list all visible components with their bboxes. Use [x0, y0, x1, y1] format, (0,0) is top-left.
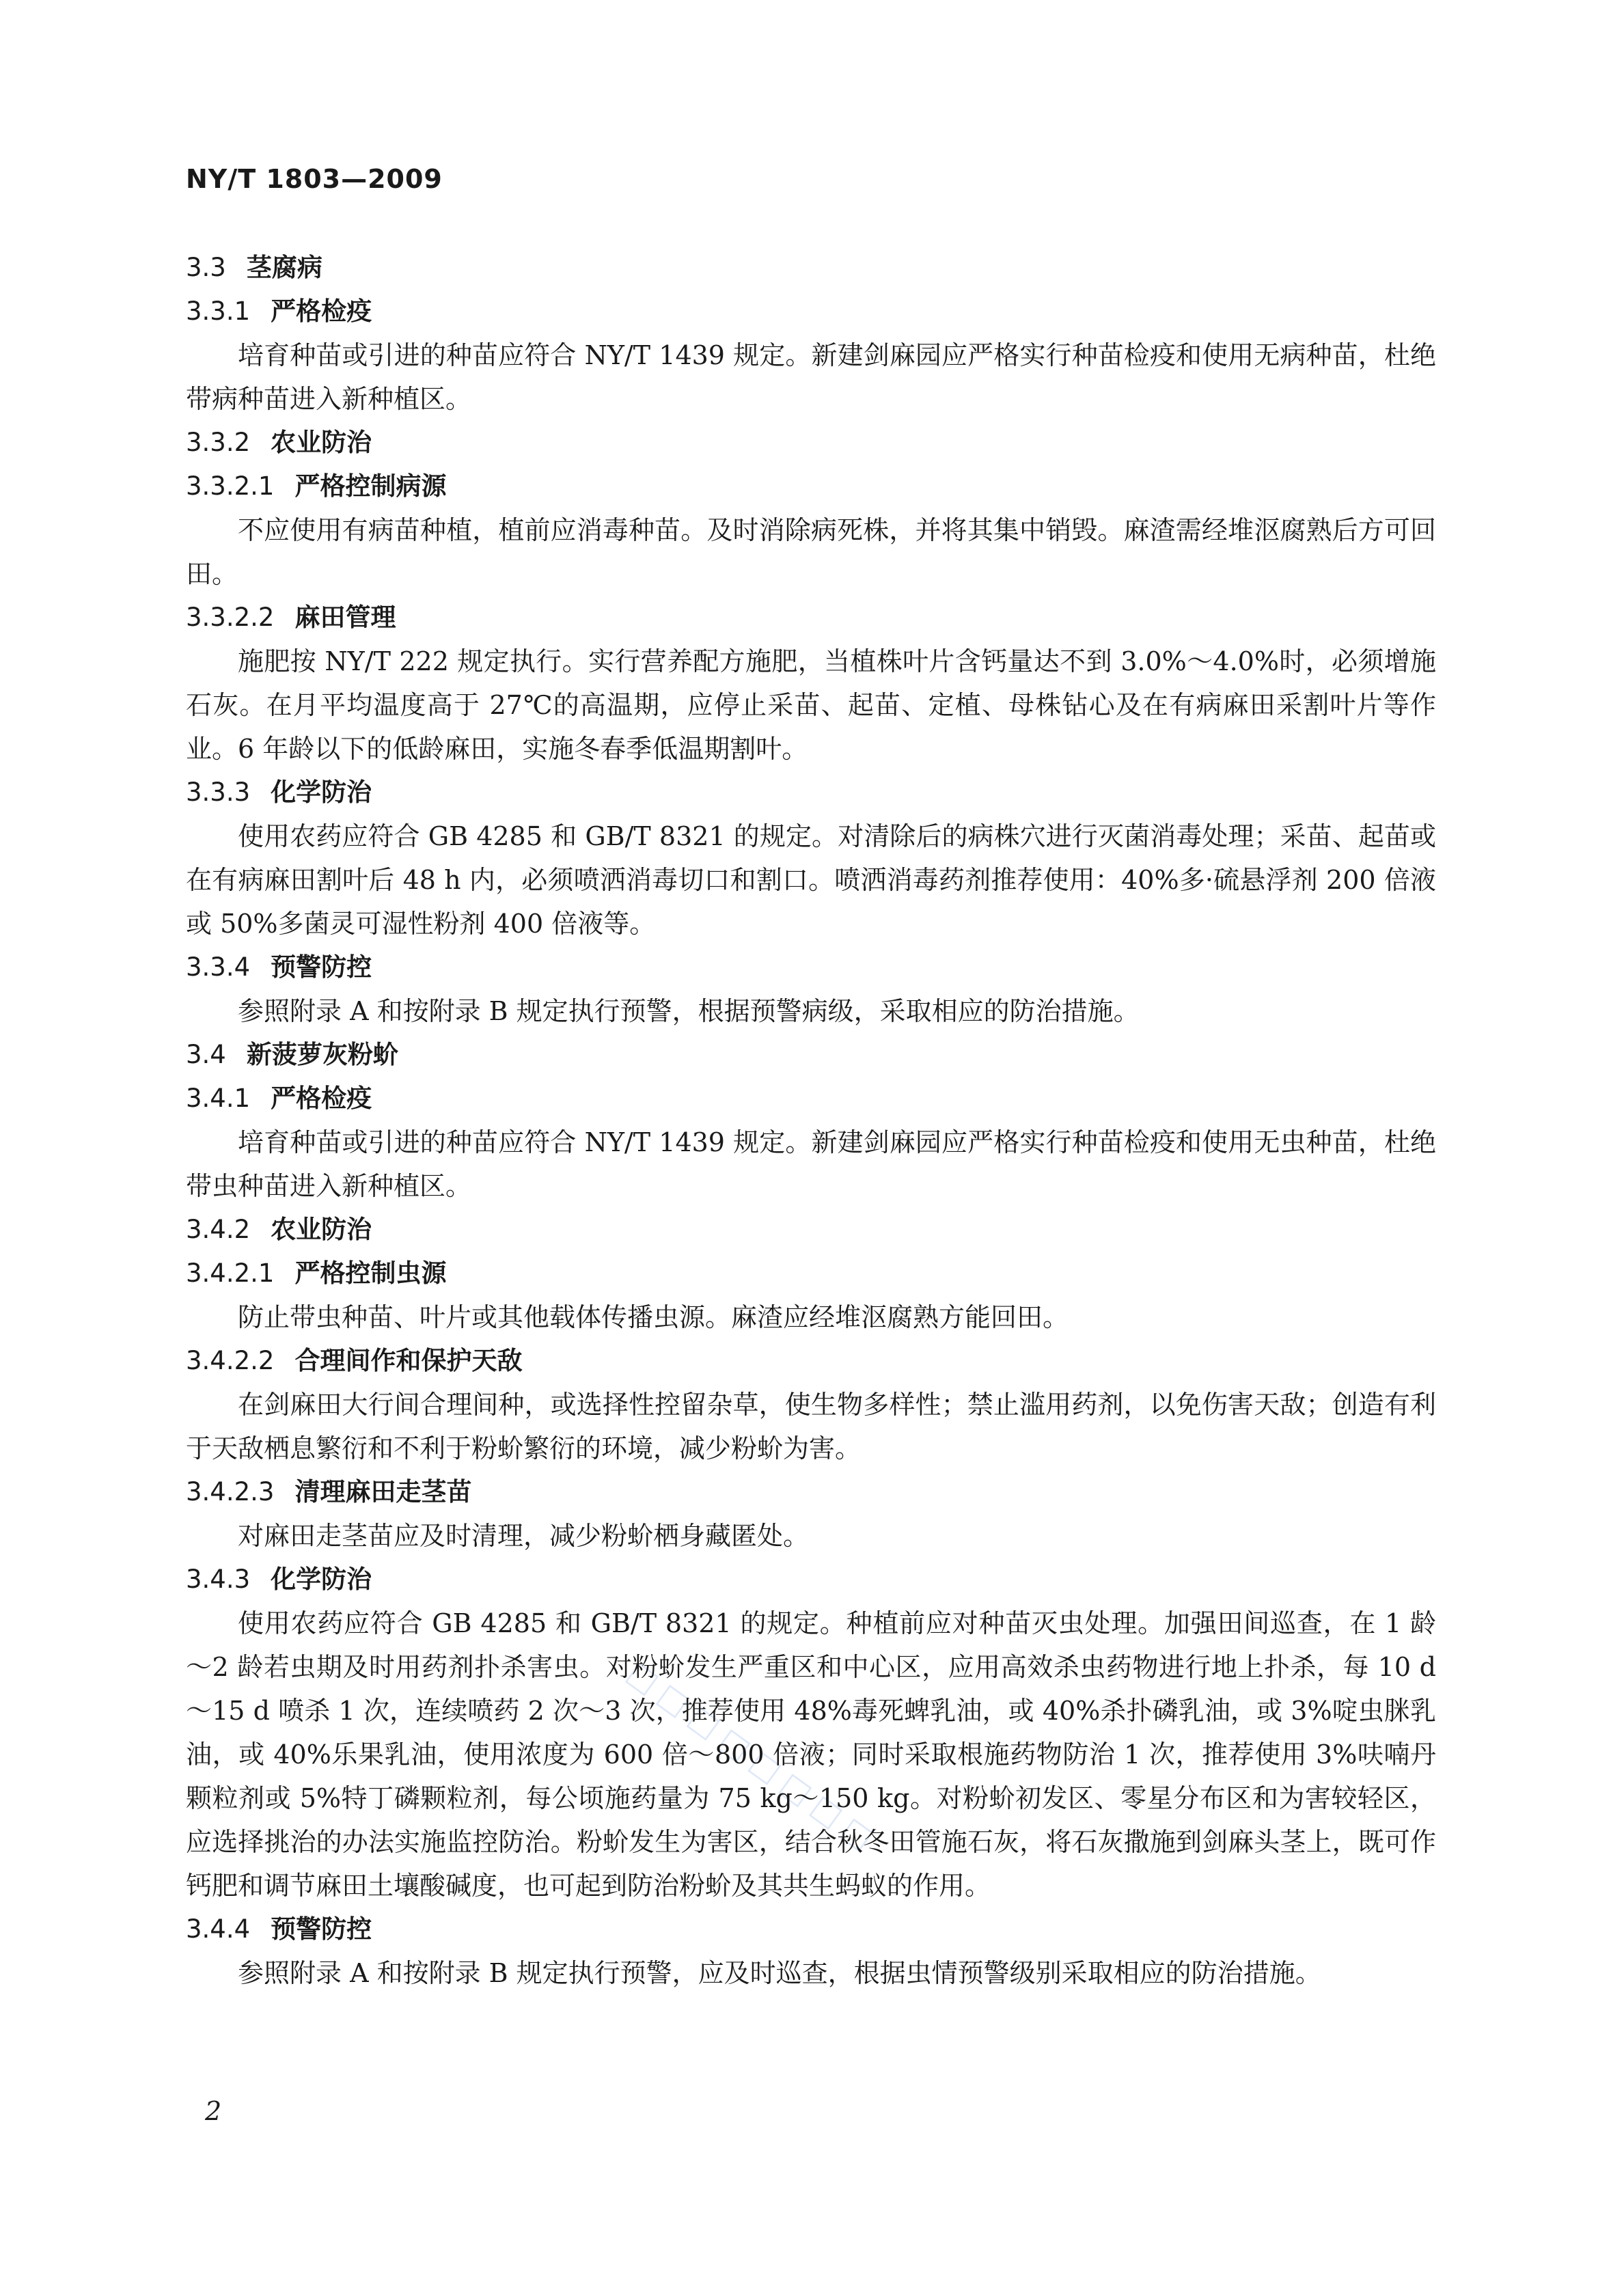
section-title: 严格检疫	[271, 1084, 372, 1113]
section-heading	[186, 290, 1436, 333]
section-heading	[186, 1252, 1436, 1295]
section-title: 化学防治	[271, 777, 372, 807]
section-number: 3.3.2.1	[186, 471, 275, 501]
section-number: 3.4	[186, 1040, 226, 1069]
section-heading	[186, 1208, 1436, 1252]
section-number: 3.3.2	[186, 428, 251, 457]
section-number: 3.4.3	[186, 1565, 251, 1594]
section-number: 3.4.1	[186, 1084, 251, 1113]
section-number: 3.3.3	[186, 777, 251, 807]
paragraph: 培育种苗或引进的种苗应符合 NY/T 1439 规定。新建剑麻园应严格实行种苗检疫和使用无虫种苗，杜绝带虫种苗进入新种植区。	[186, 1127, 1436, 1201]
section-title: 严格控制虫源	[294, 1258, 447, 1288]
section-number: 3.4.4	[186, 1914, 251, 1944]
section-number: 3.3.4	[186, 952, 251, 982]
section-title: 预警防控	[271, 1914, 372, 1944]
standard-code-header: NY/T 1803—2009	[186, 164, 443, 194]
section-number: 3.4.2.2	[186, 1346, 275, 1375]
paragraph: 施肥按 NY/T 222 规定执行。实行营养配方施肥，当植株叶片含钙量达不到 3.0%～4.0%时，必须增施石灰。在月平均温度高于 27℃的高温期，应停止采苗、起苗、定植、母株钻心及在有病麻田采割叶片等作业。6 年龄以下的低龄麻田，实施冬春季低温期割叶。	[186, 646, 1436, 764]
document-body	[186, 246, 1436, 1995]
section-title: 茎腐病	[246, 253, 322, 282]
section-heading	[186, 1470, 1436, 1514]
section-heading	[186, 246, 1436, 290]
section-heading	[186, 421, 1436, 465]
section-number: 3.3	[186, 253, 226, 282]
section-number: 3.3.1	[186, 297, 251, 326]
section-title: 严格控制病源	[294, 471, 447, 501]
page-number: 2	[205, 2096, 222, 2126]
section-number: 3.4.2.3	[186, 1477, 275, 1506]
watermark: □□□□□□□□	[620, 1653, 887, 1862]
paragraph: 在剑麻田大行间合理间种，或选择性控留杂草，使生物多样性；禁止滥用药剂，以免伤害天敌；创造有利于天敌栖息繁衍和不利于粉蚧繁衍的环境，减少粉蚧为害。	[186, 1390, 1436, 1463]
paragraph: 参照附录 A 和按附录 B 规定执行预警，根据预警病级，采取相应的防治措施。	[238, 996, 1140, 1026]
section-title: 预警防控	[271, 952, 372, 982]
section-number: 3.3.2.2	[186, 603, 275, 632]
section-heading	[186, 596, 1436, 639]
section-heading	[186, 1908, 1436, 1951]
section-heading	[186, 1558, 1436, 1601]
section-title: 清理麻田走茎苗	[294, 1477, 472, 1506]
paragraph: 使用农药应符合 GB 4285 和 GB/T 8321 的规定。对清除后的病株穴进行灭菌消毒处理；采苗、起苗或在有病麻田割叶后 48 h 内，必须喷洒消毒切口和割口。喷洒消毒药剂推荐使用：40%多·硫悬浮剂 200 倍液或 50%多菌灵可湿性粉剂 400 倍液等。	[186, 821, 1436, 939]
section-title: 农业防治	[271, 428, 372, 457]
section-title: 化学防治	[271, 1565, 372, 1594]
section-heading	[186, 1033, 1436, 1077]
paragraph: 不应使用有病苗种植，植前应消毒种苗。及时消除病死株，并将其集中销毁。麻渣需经堆沤腐熟后方可回田。	[186, 515, 1436, 589]
section-title: 严格检疫	[271, 297, 372, 326]
paragraph: 参照附录 A 和按附录 B 规定执行预警，应及时巡查，根据虫情预警级别采取相应的防治措施。	[238, 1958, 1321, 1988]
section-number: 3.4.2	[186, 1215, 251, 1244]
section-heading	[186, 465, 1436, 508]
section-title: 农业防治	[271, 1215, 372, 1244]
section-number: 3.4.2.1	[186, 1258, 275, 1288]
section-heading	[186, 771, 1436, 814]
paragraph: 培育种苗或引进的种苗应符合 NY/T 1439 规定。新建剑麻园应严格实行种苗检疫和使用无病种苗，杜绝带病种苗进入新种植区。	[186, 340, 1436, 414]
section-heading	[186, 946, 1436, 989]
section-heading	[186, 1339, 1436, 1383]
section-title: 麻田管理	[294, 603, 396, 632]
paragraph: 防止带虫种苗、叶片或其他载体传播虫源。麻渣应经堆沤腐熟方能回田。	[238, 1302, 1069, 1332]
section-title: 合理间作和保护天敌	[294, 1346, 523, 1375]
section-title: 新菠萝灰粉蚧	[246, 1040, 398, 1069]
section-heading	[186, 1077, 1436, 1120]
paragraph: 使用农药应符合 GB 4285 和 GB/T 8321 的规定。种植前应对种苗灭虫处理。加强田间巡查，在 1 龄～2 龄若虫期及时用药剂扑杀害虫。对粉蚧发生严重区和中心区，应用高效杀虫药物进行地上扑杀，每 10 d～15 d 喷杀 1 次，连续喷药 2 次～3 次，推荐使用 48%毒死蜱乳油，或 40%杀扑磷乳油，或 3%啶虫脒乳油，或 40%乐果乳油，使用浓度为 600 倍～800 倍液；同时采取根施药物防治 1 次，推荐使用 3%呋喃丹颗粒剂或 5%特丁磷颗粒剂，每公顷施药量为 75 kg～150 kg。对粉蚧初发区、零星分布区和为害较轻区，应选择挑治的办法实施监控防治。粉蚧发生为害区，结合秋冬田管施石灰，将石灰撒施到剑麻头茎上，既可作钙肥和调节麻田土壤酸碱度，也可起到防治粉蚧及其共生蚂蚁的作用。	[186, 1608, 1436, 1901]
paragraph: 对麻田走茎苗应及时清理，减少粉蚧栖身藏匿处。	[238, 1521, 810, 1551]
